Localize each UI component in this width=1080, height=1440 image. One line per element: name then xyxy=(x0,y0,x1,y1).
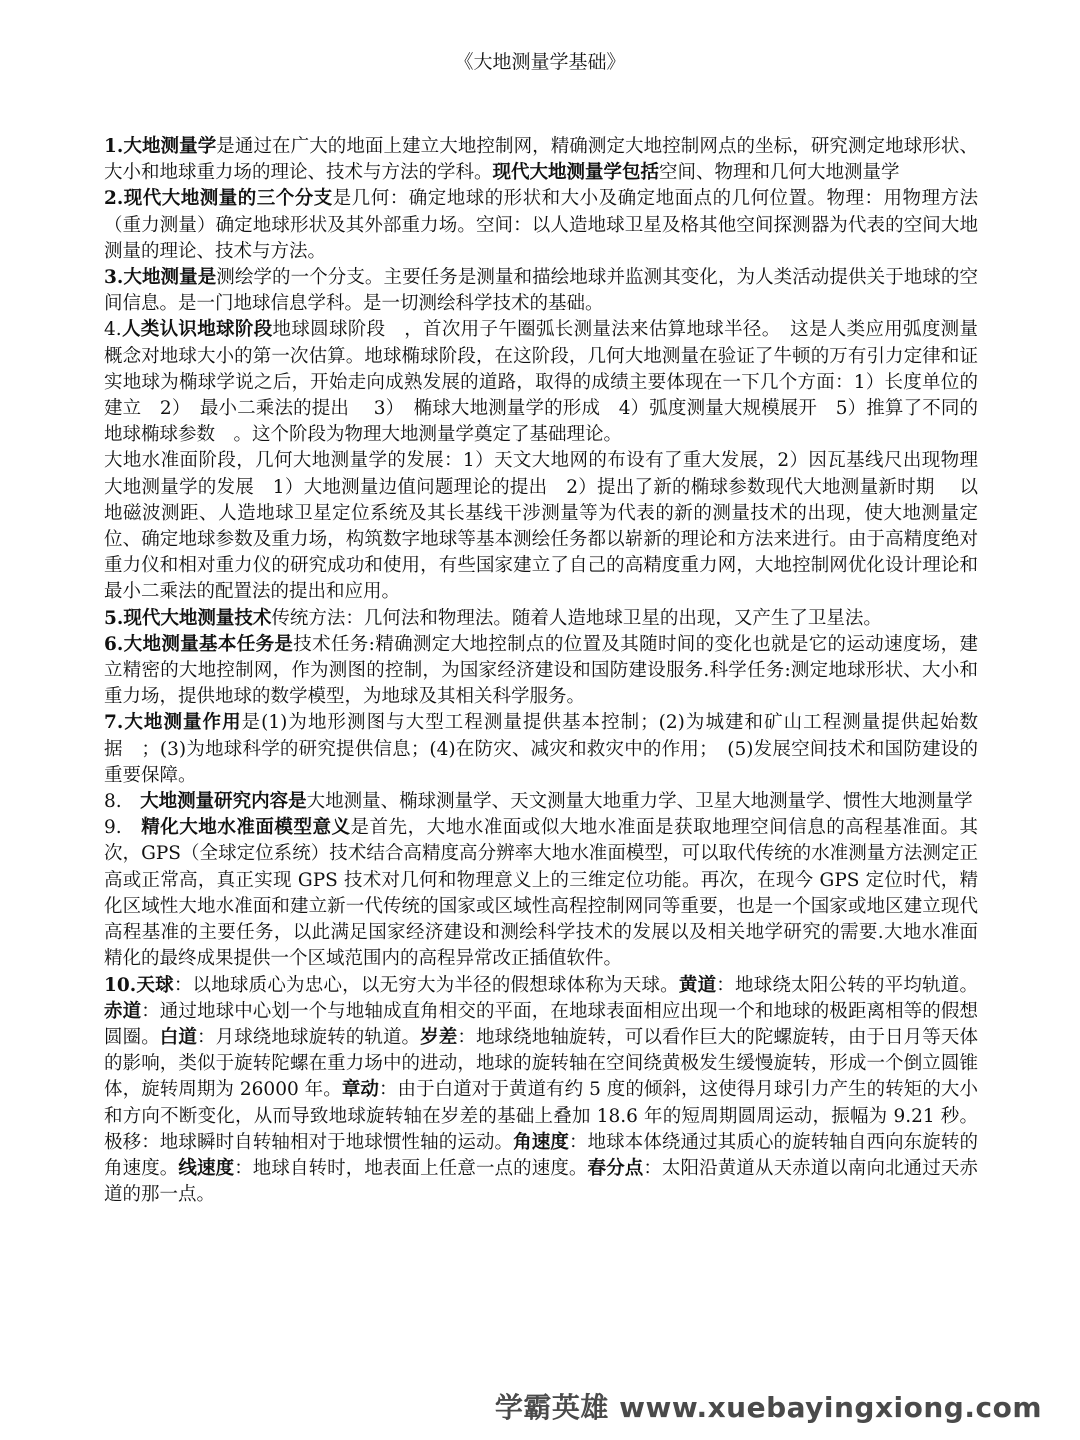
bold-term: 3.大地测量是 xyxy=(104,267,217,289)
body-text: 空间、物理和几何大地测量学 xyxy=(659,162,900,184)
bold-term: 10.天球 xyxy=(104,974,174,996)
bold-term: 人类认识地球阶段 xyxy=(121,319,273,341)
bold-term: 1.大地测量学 xyxy=(104,136,217,157)
bold-term: 6.大地测量基本任务是 xyxy=(104,633,294,655)
document-body xyxy=(104,134,978,1208)
paragraph-5 xyxy=(104,448,978,605)
body-text: 是几何：确定地球的形状和大小及确定地面点的几何位置。物理：用物理方法（重力测量）确定地球形状及其外部重力场。空间：以人造地球卫星及格其他空间探测器为代表的空间大地测量的理论、技术与方法。 xyxy=(104,188,978,262)
body-text: 地球圆球阶段 ，首次用子午圈弧长测量法来估算地球半径。 这是人类应用弧度测量概念对地球大小的第一次估算。地球椭球阶段，在这阶段，几何大地测量在验证了牛顿的万有引力定律和证实地球为椭球学说之后，开始走向成熟发展的道路，取得的成绩主要体现在一下几个方面：1）长度单位的建立 2） 最小二乘法的提出 3） 椭球大地测量学的形成 4）弧度测量大规模展开 5）推算了不同的地球椭球参数 。这个阶段为物理大地测量学奠定了基础理论。 xyxy=(104,319,978,446)
paragraph-2 xyxy=(104,186,978,265)
site-watermark: 学霸英雄 www.xuebayingxiong.com xyxy=(494,1391,1042,1424)
document-title: 《大地测量学基础》 xyxy=(454,51,626,73)
body-text: 8. xyxy=(104,791,141,813)
bold-term: 白道 xyxy=(159,1026,197,1048)
bold-term: 7.大地测量作用 xyxy=(104,712,242,734)
paragraph-1 xyxy=(104,134,978,186)
body-text: 是首先，大地水准面或似大地水准面是获取地理空间信息的高程基准面。其次，GPS（全球定位系统）技术结合高精度高分辨率大地水准面模型，可以取代传统的水准测量方法测定正高或正常高，真正实现 GPS 技术对几何和物理意义上的三维定位功能。再次，在现今 GPS 定位时代，精化区域性大地水准面和建立新一代传统的国家或区域性高程控制网同等重要，也是一个国家或地区建立现代高程基准的主要任务，以此满足国家经济建设和测绘科学技术的发展以及相关地学研究的需要.大地水准面精化的最终成果提供一个区域范围内的高程异常改正插值软件。 xyxy=(104,817,978,970)
paragraph-10 xyxy=(104,815,978,972)
body-text: ：通过地球中心划一个与地轴成直角相交的平面，在地球表面相应出现一个和地球的极距离相等的假想圆圈。 xyxy=(104,1000,978,1048)
bold-term: 赤道 xyxy=(104,1000,142,1022)
body-text: 是(1)为地形测图与大型工程测量提供基本控制；(2)为城建和矿山工程测量提供起始数据 ；(3)为地球科学的研究提供信息；(4)在防灾、减灾和救灾中的作用； (5)发展空间技术和国防建设的重要保障。 xyxy=(104,712,978,786)
bold-term: 岁差 xyxy=(420,1026,458,1048)
body-text: 9. xyxy=(104,817,142,839)
bold-term: 线速度 xyxy=(178,1157,235,1179)
paragraph-8 xyxy=(104,710,978,789)
body-text: 大地测量、椭球测量学、天文测量大地重力学、卫星大地测量学、惯性大地测量学 xyxy=(306,791,973,813)
paragraph-6 xyxy=(104,606,978,632)
body-text: 大地水准面阶段，几何大地测量学的发展：1）天文大地网的布设有了重大发展，2）因瓦基线尺出现物理大地测量学的发展 1）大地测量边值问题理论的提出 2）提出了新的椭球参数现代大地测量新时期 以地磁波测距、人造地球卫星定位系统及其长基线干涉测量等为代表的新的测量技术的出现，使大地测量定位、确定地球参数及重力场，构筑数字地球等基本测绘任务都以崭新的理论和方法来进行。由于高精度绝对重力仪和相对重力仪的研究成功和使用，有些国家建立了自己的高精度重力网，大地控制网优化设计理论和最小二乘法的配置法的提出和应用。 xyxy=(104,450,978,603)
paragraph-11 xyxy=(104,973,978,1209)
paragraph-4 xyxy=(104,317,978,448)
bold-term: 精化大地水准面模型意义 xyxy=(141,817,351,839)
body-text: ：地球绕太阳公转的平均轨道。 xyxy=(716,974,978,996)
bold-term: 角速度 xyxy=(513,1131,569,1153)
body-text: ：以地球质心为忠心，以无穷大为半径的假想球体称为天球。 xyxy=(173,974,679,996)
bold-term: 黄道 xyxy=(678,974,717,996)
paragraph-3 xyxy=(104,265,978,317)
body-text: 传统方法：几何法和物理法。随着人造地球卫星的出现，又产生了卫星法。 xyxy=(271,607,882,629)
body-text: ：地球绕地轴旋转，可以看作巨大的陀螺旋转，由于日月等天体的影响，类似于旋转陀螺在重力场中的进动，地球的旋转轴在空间绕黄极发生缓慢旋转，形成一个倒立圆锥体，旋转周期为 26000 年。 xyxy=(104,1026,978,1101)
bold-term: 现代大地测量学包括 xyxy=(492,162,660,184)
body-text: 测绘学的一个分支。主要任务是测量和描绘地球并监测其变化，为人类活动提供关于地球的空间信息。是一门地球信息学科。是一切测绘科学技术的基础。 xyxy=(104,267,978,315)
bold-term: 章动 xyxy=(341,1079,379,1101)
bold-term: 春分点 xyxy=(587,1157,644,1179)
paragraph-9 xyxy=(104,789,978,815)
paragraph-7 xyxy=(104,632,978,711)
body-text: ：地球本体绕通过其质心的旋转轴自西向东旋转的角速度。 xyxy=(104,1131,978,1179)
bold-term: 大地测量研究内容是 xyxy=(140,791,307,813)
body-text: ：月球绕地球旋转的轨道。 xyxy=(197,1026,421,1048)
body-text: ：地球自转时，地表面上任意一点的速度。 xyxy=(234,1157,588,1179)
body-text: 是通过在广大的地面上建立大地控制网，精确测定大地控制网点的坐标，研究测定地球形状、大小和地球重力场的理论、技术与方法的学科。 xyxy=(104,136,978,184)
body-text: 技术任务:精确测定大地控制点的位置及其随时间的变化也就是它的运动速度场，建立精密的大地控制网，作为测图的控制，为国家经济建设和国防建设服务.科学任务:测定地球形状、大小和重力场，提供地球的数学模型，为地球及其相关科学服务。 xyxy=(104,633,978,708)
body-text: ：由于白道对于黄道有约 5 度的倾斜，这使得月球引力产生的转矩的大小和方向不断变化，从而导致地球旋转轴在岁差的基础上叠加 18.6 年的短周期圆周运动，振幅为 9.21 秒。极移：地球瞬时自转轴相对于地球惯性轴的运动。 xyxy=(104,1079,978,1153)
bold-term: 5.现代大地测量技术 xyxy=(104,607,272,629)
body-text: 4. xyxy=(104,319,122,341)
body-text: ：太阳沿黄道从天赤道以南向北通过天赤道的那一点。 xyxy=(104,1157,978,1206)
bold-term: 2.现代大地测量的三个分支 xyxy=(104,188,333,210)
